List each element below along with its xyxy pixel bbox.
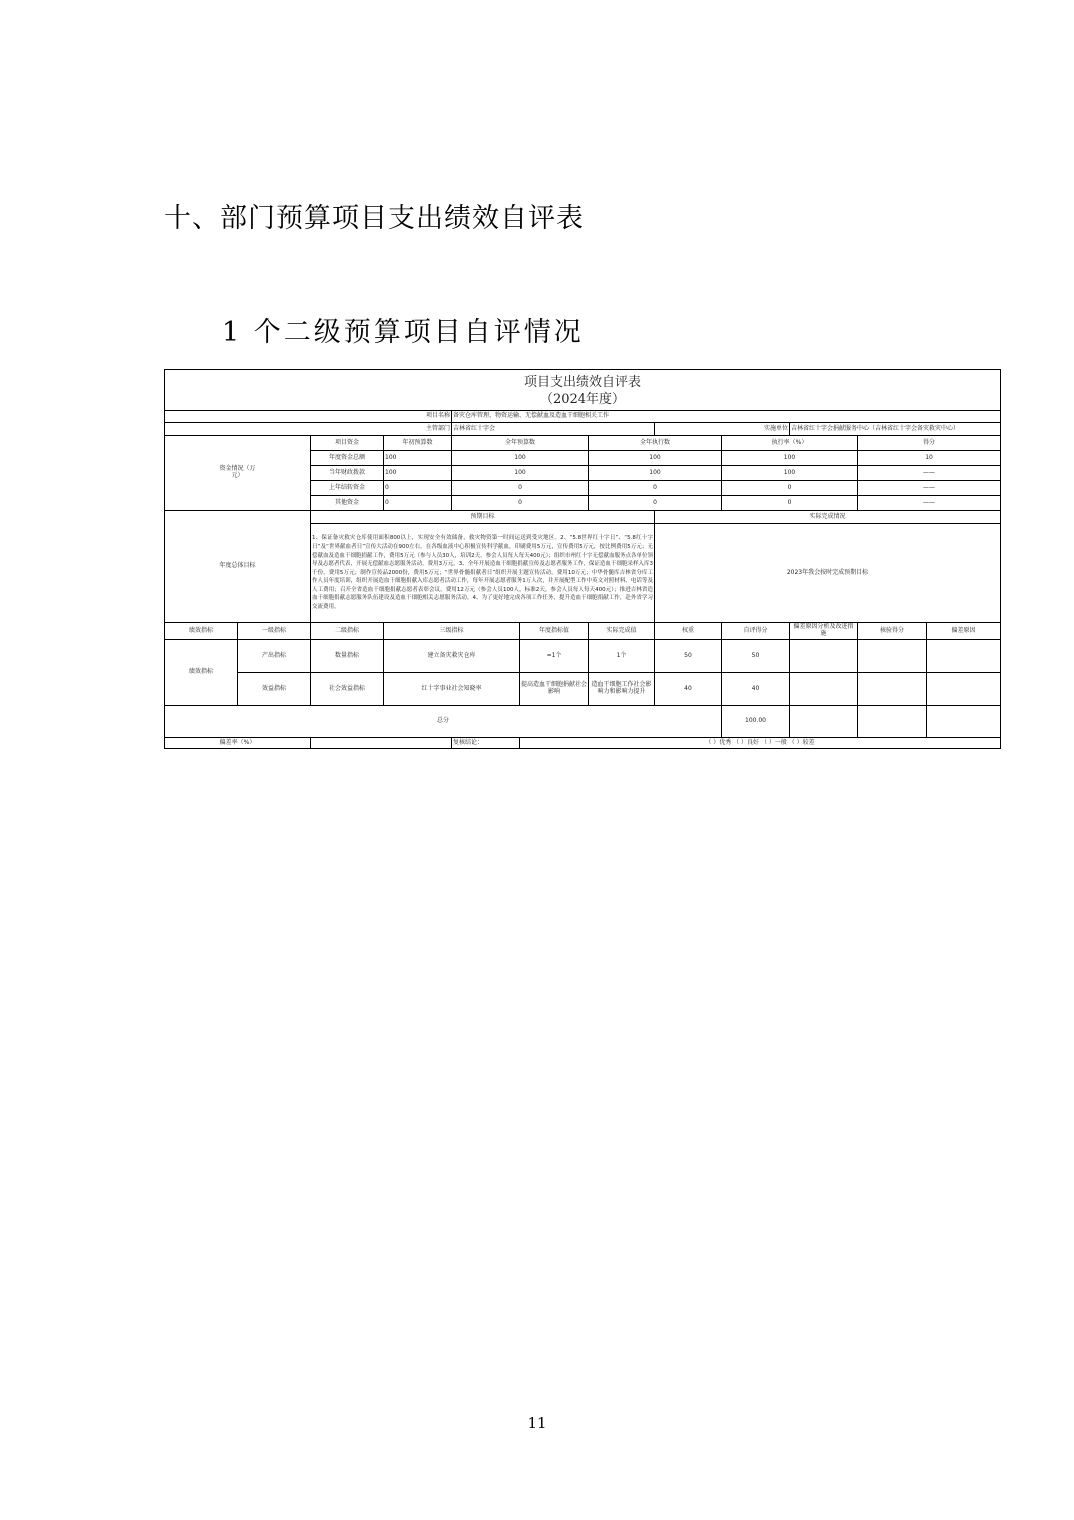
perf-row [165,640,1001,673]
funds-header: 执行率（%） [722,436,858,451]
funds-cell: 100 [722,451,858,466]
perf-cell [927,640,1001,673]
unit-value: 吉林省红十字会捐献服务中心（吉林省红十字会备灾救灾中心） [790,423,1001,436]
perf-cell: 1个 [589,640,655,673]
perf-header: 绩效指标 [165,623,238,640]
perf-cell: 造血干细胞工作社会影响力和影响力提升 [589,673,655,706]
performance-table [164,369,1000,749]
total-empty [927,706,1001,738]
funds-cell: 10 [858,451,1001,466]
perf-cell: 社会效益指标 [311,673,384,706]
funds-cell: 当年财政拨款 [311,466,384,481]
perf-header: 自评得分 [722,623,790,640]
goal-label: 年度总体目标 [165,511,311,623]
perf-label: 绩效指标 [165,640,238,706]
goal-plan-header: 预期目标 [311,511,655,524]
funds-cell: 100 [384,451,452,466]
perf-cell: 产出指标 [238,640,311,673]
perf-header: 权重 [655,623,722,640]
funds-header: 得分 [858,436,1001,451]
funds-cell: 100 [589,466,722,481]
funds-cell: 0 [722,496,858,511]
funds-header: 全年预算数 [452,436,589,451]
page-number: 11 [527,1414,547,1432]
bias-label: 偏差率（%） [165,738,311,749]
perf-header: 三级指标 [384,623,520,640]
funds-cell: 100 [722,466,858,481]
perf-cell [858,640,927,673]
grade-options: （ ）优秀 （ ）良好 （ ）一般 （ ）较差 [520,738,1001,749]
perf-header: 年度指标值 [520,623,589,640]
perf-cell: 数量指标 [311,640,384,673]
funds-cell: 100 [384,466,452,481]
perf-header: 核验得分 [858,623,927,640]
perf-header: 偏差原因 [927,623,1001,640]
perf-row [165,673,1001,706]
goal-actual-text: 2023年我会按时完成预期目标 [655,524,1001,623]
funds-cell: 上年结转资金 [311,481,384,496]
perf-header: 二级指标 [311,623,384,640]
perf-header: 一级指标 [238,623,311,640]
funds-cell: 年度资金总额 [311,451,384,466]
perf-header: 偏差原因分析及改进措施 [790,623,858,640]
dept-label: 主管部门 [165,423,452,436]
perf-cell: 40 [722,673,790,706]
funds-cell: —— [858,496,1001,511]
funds-header: 年初预算数 [384,436,452,451]
funds-cell: 0 [384,481,452,496]
funds-label [165,436,311,511]
perf-cell [858,673,927,706]
goal-actual-header: 实际完成情况 [655,511,1001,524]
bias-value [311,738,452,749]
perf-cell: 40 [655,673,722,706]
perf-cell [927,673,1001,706]
project-name: 备灾仓库管理、物资运输、无偿献血及造血干细胞相关工作 [452,411,1001,423]
perf-cell: 建立备灾救灾仓库 [384,640,520,673]
funds-cell: 0 [452,496,589,511]
funds-cell: 100 [452,451,589,466]
funds-cell: 100 [589,451,722,466]
funds-cell: 0 [589,481,722,496]
table-year: （2024年度） [539,392,626,407]
section-subheading: 1 个二级预算项目自评情况 [222,317,584,348]
table-title-text: 项目支出绩效自评表 [524,375,642,390]
perf-cell: 红十字事业社会知晓率 [384,673,520,706]
dept-value: 吉林省红十字会 [452,423,655,436]
perf-cell: 效益指标 [238,673,311,706]
perf-header-row [165,623,1001,640]
total-label: 总分 [165,706,722,738]
funds-cell: 0 [452,481,589,496]
perf-cell: =1个 [520,640,589,673]
funds-header: 全年执行数 [589,436,722,451]
funds-label-text: 资金情况（万元） [219,465,256,479]
perf-cell: 50 [722,640,790,673]
funds-cell: 0 [722,481,858,496]
total-empty [858,706,927,738]
funds-cell: 0 [384,496,452,511]
perf-cell: 50 [655,640,722,673]
review-label: 复核结论： [452,738,520,749]
table-title [165,370,1001,411]
perf-cell [790,673,858,706]
funds-cell: 100 [452,466,589,481]
funds-cell: —— [858,466,1001,481]
project-name-label: 项目名称 [311,411,452,423]
funds-cell: 0 [589,496,722,511]
funds-header: 项目资金 [311,436,384,451]
goal-plan-text: 1、保证备灾救灾仓库使用面积800以上，实现安全有效储备，救灾物资第一时间运送到受灾地区。2、“5.8世界红十字日”、“5.8红十字日”及“世界献血者日”宣传大活动在900左右，在各级血液中心积极宣传科学献血，印刷费用5万元，宣传费用5万元，按比例费用5万元；无偿献血及造血干细胞捐献工作，费用5万元（参与人员30人，培训2天，参会人员每人每天400元）；组织市州红十字无偿献血服务点各单位领导及志愿者代表，开展无偿献血志愿服务活动，费用3万元。3、全年开展造血干细胞捐献宣传及志愿者服务工作，保证造血干细胞采样入库3千份，费用5万元；制作宣传品2000份，费用5万元；“世界骨髓捐献者日”组织开展主题宣传活动，费用10万元；中华骨髓库吉林省分库工作人员年度培训，组织开展造血干细胞捐献入库志愿者活动工作，每年开展志愿者服务1万人次，并开展配型工作中英文对照材料、电话等及人工费用；召开全省造血干细胞捐献志愿者表彰会议，费用12万元（参会人员100人，标准2天，参会人员每人每天400元）；推进吉林省造血干细胞捐献志愿服务队伍建设及造血干细胞相关志愿服务活动。4、为了更好地完成各项工作任务，提升造血干细胞捐献工作，赴外省学习交流费用。 [311,524,655,623]
perf-cell [790,640,858,673]
total-empty [790,706,858,738]
funds-cell: —— [858,481,1001,496]
perf-header: 实际完成值 [589,623,655,640]
section-heading: 十、部门预算项目支出绩效自评表 [164,203,584,234]
total-score: 100.00 [722,706,790,738]
funds-cell: 其他资金 [311,496,384,511]
perf-cell: 提高造血干细胞捐献社会影响 [520,673,589,706]
unit-label: 实施单位 [655,423,790,436]
